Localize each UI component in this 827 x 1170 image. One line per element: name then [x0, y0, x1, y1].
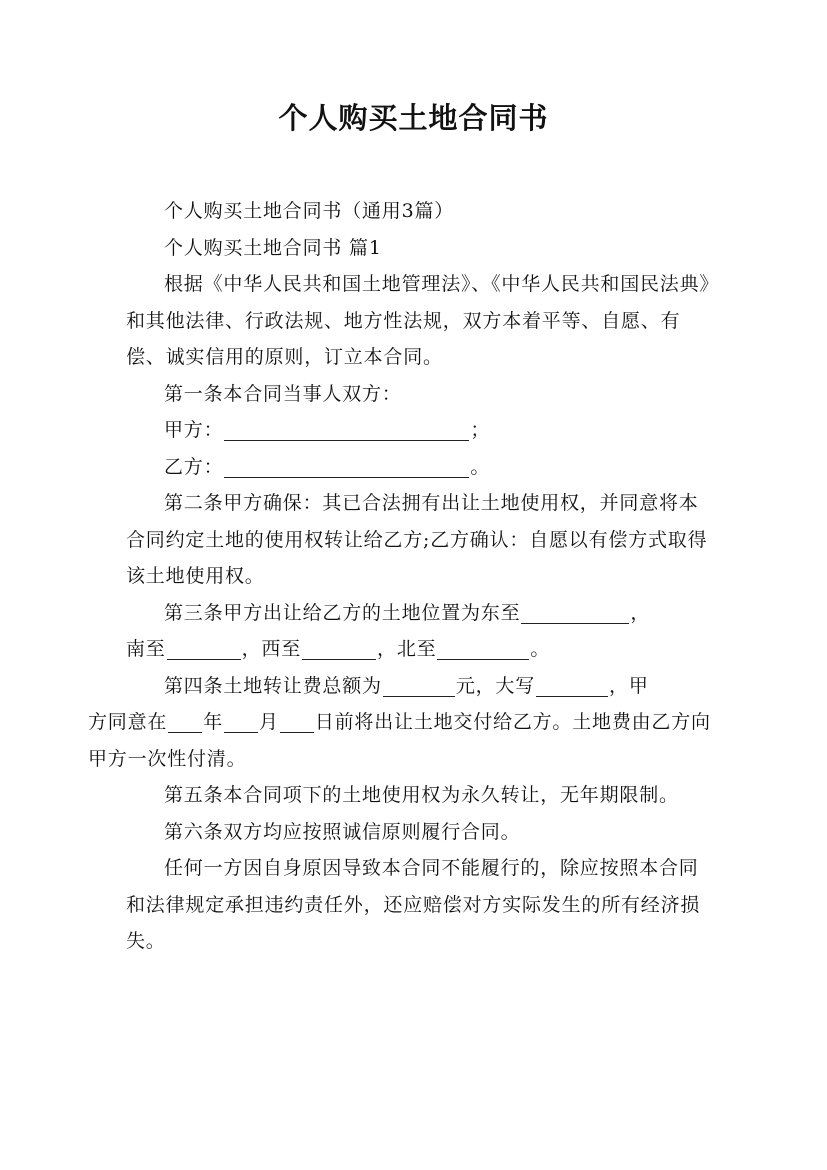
section-heading: 个人购买土地合同书 篇1 [164, 236, 382, 259]
article-3-text-3: 南至 [126, 638, 166, 660]
article-4 [88, 668, 716, 778]
party-a-line [126, 412, 716, 449]
liability-paragraph: 任何一方因自身原因导致本合同不能履行的，除应按照本合同和法律规定承担违约责任外，还应赔偿对方实际发生的所有经济损失。 [126, 857, 701, 952]
article-3-text-1: 第三条甲方出让给乙方的土地位置为东至 [164, 601, 521, 624]
north-boundary-blank [437, 637, 529, 660]
article-3-text-2: ， [630, 601, 651, 624]
article-3-text-6: 。 [530, 638, 551, 660]
month-blank [224, 710, 258, 733]
article-3-line-1 [126, 595, 716, 632]
article-3-text-5: ，北至 [377, 638, 437, 660]
article-3 [126, 595, 716, 668]
year-blank [168, 710, 202, 733]
land-fee-uppercase-blank [536, 674, 608, 697]
article-4-text-5: 年 [203, 711, 224, 733]
article-4-text-1: 第四条土地转让费总额为 [164, 674, 382, 697]
article-5: 第五条本合同项下的土地使用权为永久转让，无年期限制。 [164, 784, 679, 806]
article-3-line-2 [88, 631, 716, 668]
article-2: 第二条甲方确保：其已合法拥有出让土地使用权，并同意将本合同约定土地的使用权转让给乙方;乙方确认：自愿以有偿方式取得该土地使用权。 [126, 492, 708, 587]
article-4-line-2 [88, 704, 716, 777]
article-4-text-4: 方同意在 [88, 711, 168, 733]
party-b-line [126, 449, 716, 486]
party-b-blank [224, 455, 469, 478]
south-boundary-blank [167, 637, 241, 660]
party-a-blank [224, 418, 469, 441]
article-4-line-1 [126, 668, 716, 705]
east-boundary-blank [521, 601, 629, 624]
party-a-end: ； [470, 419, 491, 441]
article-4-text-3: ，甲 [609, 674, 649, 697]
article-4-text-7: 日前将出让土地交付给乙方。土地费由乙方向甲方一次性付清。 [88, 711, 711, 770]
west-boundary-blank [302, 637, 376, 660]
article-3-text-4: ，西至 [241, 638, 302, 660]
article-4-text-2: 元，大写 [455, 674, 536, 697]
day-blank [280, 710, 314, 733]
article-1: 第一条本合同当事人双方： [164, 382, 402, 405]
party-b-end: 。 [470, 455, 491, 478]
party-a-label: 甲方： [164, 419, 224, 441]
land-fee-number-blank [383, 674, 455, 697]
article-4-text-6: 月 [259, 711, 279, 733]
article-6: 第六条双方均应按照诚信原则履行合同。 [164, 820, 521, 843]
document-body [88, 193, 716, 960]
page-title: 个人购买土地合同书 [278, 101, 549, 135]
party-b-label: 乙方： [164, 455, 224, 478]
intro-paragraph: 根据《中华人民共和国土地管理法》、《中华人民共和国民法典》和其他法律、行政法规、地方性法规，双方本着平等、自愿、有偿、诚实信用的原则，订立本合同。 [126, 273, 710, 368]
document-subtitle: 个人购买土地合同书（通用3篇） [164, 200, 455, 222]
